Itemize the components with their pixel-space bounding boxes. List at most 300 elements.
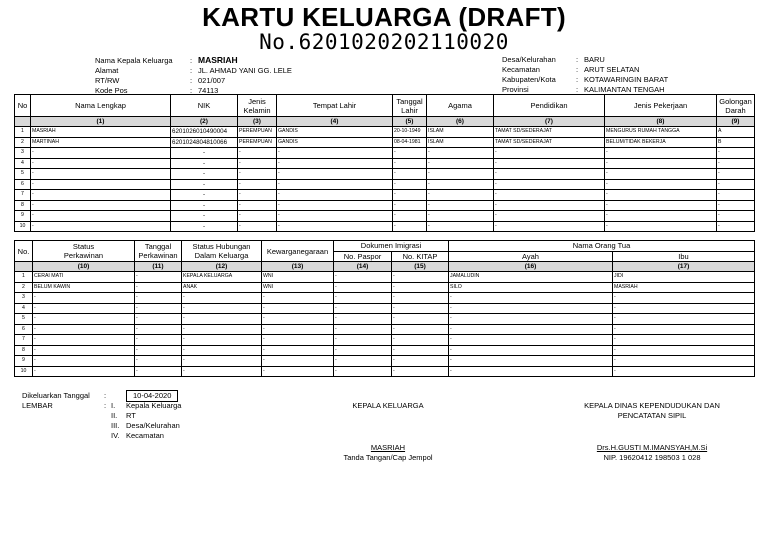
issued-date-block: Dikeluarkan Tanggal : 10-04-2020: [22, 390, 178, 402]
col-header-religion: Agama: [427, 95, 494, 117]
col-header-relationship: Status Hubungan Dalam Keluarga: [182, 241, 262, 262]
table-cell: -: [33, 303, 135, 314]
table-row: [15, 221, 755, 232]
table-cell: -: [449, 314, 613, 325]
info-label: Kabupaten/Kota: [502, 75, 556, 84]
table-cell: -: [613, 303, 755, 314]
table-cell: -: [171, 148, 238, 159]
table-row: [15, 137, 755, 148]
table-cell: -: [449, 366, 613, 377]
info-row-district: Kecamatan : ARUT SELATAN: [502, 65, 640, 74]
col-header-education: Pendidikan: [494, 95, 605, 117]
document-number: No.6201020202110020: [259, 30, 509, 54]
table-cell: -: [182, 324, 262, 335]
table-cell: -: [182, 314, 262, 325]
table-cell: -: [171, 169, 238, 180]
table-row: [15, 314, 755, 325]
col-header-birthdate: Tanggal Lahir: [393, 95, 427, 117]
table-cell: -: [238, 169, 277, 180]
table-cell: -: [334, 366, 392, 377]
family-status-table: [14, 240, 755, 377]
table-row: [15, 293, 755, 304]
table-cell: -: [393, 179, 427, 190]
table-cell: -: [613, 314, 755, 325]
row-number: 9: [15, 211, 31, 222]
table-cell: -: [182, 366, 262, 377]
table-cell: -: [613, 345, 755, 356]
table-cell: -: [605, 179, 717, 190]
info-row-province: Provinsi : KALIMANTAN TENGAH: [502, 85, 665, 94]
info-value: KOTAWARINGIN BARAT: [584, 75, 669, 84]
table-row: [15, 272, 755, 283]
table-cell: -: [277, 148, 393, 159]
row-number: 4: [15, 158, 31, 169]
column-number-row: [15, 117, 755, 127]
col-header-mother: Ibu: [613, 251, 755, 262]
column-number: (10): [33, 262, 135, 272]
signature-caption: Tanda Tangan/Cap Jempol: [343, 453, 433, 462]
table-cell: -: [605, 200, 717, 211]
table-cell: -: [449, 335, 613, 346]
info-label: Nama Kepala Keluarga: [95, 56, 173, 65]
table-cell: -: [135, 324, 182, 335]
table-row: [15, 190, 755, 201]
col-header-immigration-docs: Dokumen Imigrasi: [334, 241, 449, 252]
table-cell: WNI: [262, 282, 334, 293]
table-cell: -: [717, 158, 755, 169]
table-cell: -: [31, 221, 171, 232]
issued-date-value: 10-04-2020: [126, 390, 178, 402]
sheet-list: [22, 401, 181, 441]
row-number: 6: [15, 324, 33, 335]
table-cell: -: [605, 211, 717, 222]
table-cell: PEREMPUAN: [238, 137, 277, 148]
row-number: 10: [15, 366, 33, 377]
head-of-family-signature: [318, 401, 458, 463]
table-cell: -: [494, 221, 605, 232]
col-header-parents: Nama Orang Tua: [449, 241, 755, 252]
table-cell: -: [427, 211, 494, 222]
table-cell: -: [33, 335, 135, 346]
table-cell: JIDI: [613, 272, 755, 283]
table-cell: -: [277, 158, 393, 169]
table-cell: -: [392, 293, 449, 304]
col-header-marital-status: Status Perkawinan: [33, 241, 135, 262]
table-cell: -: [427, 179, 494, 190]
table-cell: GANDIS: [277, 137, 393, 148]
row-number: 2: [15, 137, 31, 148]
table-cell: 6201026010490004: [171, 127, 238, 138]
col-header-birthplace: Tempat Lahir: [277, 95, 393, 117]
table-header-row: [15, 95, 755, 117]
table-cell: JAMALUDIN: [449, 272, 613, 283]
table-cell: PEREMPUAN: [238, 127, 277, 138]
official-title-line2: PENCATATAN SIPIL: [617, 411, 687, 420]
row-number: 1: [15, 272, 33, 283]
row-number: 4: [15, 303, 33, 314]
row-number: 7: [15, 190, 31, 201]
info-row-rtrw: RT/RW : 021/007: [95, 76, 226, 85]
row-number: 5: [15, 314, 33, 325]
table-cell: BELUM KAWIN: [33, 282, 135, 293]
column-number: (15): [392, 262, 449, 272]
info-value: ARUT SELATAN: [584, 65, 640, 74]
col-header-no: No: [15, 95, 31, 117]
table-cell: -: [334, 335, 392, 346]
family-members-table: [14, 94, 755, 232]
row-number: 3: [15, 293, 33, 304]
table-cell: -: [392, 324, 449, 335]
table-cell: -: [262, 335, 334, 346]
col-header-passport: No. Paspor: [334, 251, 392, 262]
col-header-bloodtype: Golongan Darah: [717, 95, 755, 117]
table-cell: -: [392, 366, 449, 377]
table-cell: GANDIS: [277, 127, 393, 138]
table-cell: -: [449, 345, 613, 356]
table-cell: -: [31, 169, 171, 180]
table-cell: -: [33, 314, 135, 325]
table-cell: -: [605, 148, 717, 159]
table-cell: -: [393, 211, 427, 222]
col-header-nik: NIK: [171, 95, 238, 117]
table-cell: -: [33, 366, 135, 377]
table-cell: -: [449, 356, 613, 367]
table-cell: -: [262, 345, 334, 356]
table-cell: -: [613, 356, 755, 367]
table-cell: -: [277, 200, 393, 211]
table-row: [15, 335, 755, 346]
table-cell: -: [31, 200, 171, 211]
table-cell: -: [277, 221, 393, 232]
table-row: [15, 158, 755, 169]
table-cell: -: [262, 303, 334, 314]
table-cell: -: [31, 211, 171, 222]
column-number: (13): [262, 262, 334, 272]
column-number: (3): [238, 117, 277, 127]
table-cell: -: [182, 345, 262, 356]
table-cell: -: [392, 303, 449, 314]
table-cell: ISLAM: [427, 127, 494, 138]
table-cell: WNI: [262, 272, 334, 283]
table-cell: -: [277, 169, 393, 180]
table-cell: -: [31, 179, 171, 190]
official-name: Drs.H.GUSTI M.IMANSYAH,M.Si: [596, 443, 708, 452]
info-label: Provinsi: [502, 85, 529, 94]
table-cell: -: [171, 158, 238, 169]
official-signature: [570, 401, 734, 463]
table-cell: -: [392, 272, 449, 283]
table-cell: -: [427, 148, 494, 159]
table-cell: -: [717, 221, 755, 232]
official-title-line1: KEPALA DINAS KEPENDUDUKAN DAN: [584, 401, 720, 410]
table-cell: -: [33, 345, 135, 356]
column-number: (12): [182, 262, 262, 272]
table-cell: -: [613, 324, 755, 335]
row-number: 3: [15, 148, 31, 159]
table-cell: -: [393, 190, 427, 201]
info-row-head: Nama Kepala Keluarga : MASRIAH: [95, 55, 238, 65]
table-cell: -: [182, 303, 262, 314]
row-number: 9: [15, 356, 33, 367]
table-cell: -: [182, 335, 262, 346]
row-number: 1: [15, 127, 31, 138]
row-number: 5: [15, 169, 31, 180]
table-cell: -: [334, 345, 392, 356]
table-row: [15, 211, 755, 222]
official-nip: NIP. 19620412 198503 1 028: [603, 453, 701, 462]
table-cell: A: [717, 127, 755, 138]
table-cell: ANAK: [182, 282, 262, 293]
document-title: KARTU KELUARGA (DRAFT): [202, 2, 566, 32]
column-number: (5): [393, 117, 427, 127]
table-cell: -: [427, 190, 494, 201]
table-row: [15, 282, 755, 293]
column-number: (6): [427, 117, 494, 127]
table-cell: -: [135, 303, 182, 314]
row-number: 6: [15, 179, 31, 190]
column-number: (14): [334, 262, 392, 272]
column-number: [15, 262, 33, 272]
sheet-label: LEMBAR: [22, 401, 53, 410]
table-row: [15, 169, 755, 180]
table-cell: -: [427, 169, 494, 180]
table-cell: -: [171, 190, 238, 201]
row-number: 10: [15, 221, 31, 232]
col-header-citizenship: Kewarganegaraan: [262, 241, 334, 262]
table-cell: -: [613, 366, 755, 377]
table-cell: -: [449, 303, 613, 314]
col-header-father: Ayah: [449, 251, 613, 262]
table-cell: -: [605, 158, 717, 169]
table-cell: -: [171, 200, 238, 211]
info-row-village: Desa/Kelurahan : BARU: [502, 55, 605, 64]
table-cell: -: [334, 314, 392, 325]
table-cell: MENGURUS RUMAH TANGGA: [605, 127, 717, 138]
table-cell: -: [135, 366, 182, 377]
table-cell: -: [135, 335, 182, 346]
table-cell: -: [613, 335, 755, 346]
column-number-row: [15, 262, 755, 272]
table-cell: -: [135, 345, 182, 356]
signature-title: KEPALA KELUARGA: [352, 401, 424, 410]
table-cell: ISLAM: [427, 137, 494, 148]
table-cell: -: [392, 314, 449, 325]
table-row: [15, 148, 755, 159]
table-cell: SILO: [449, 282, 613, 293]
table-cell: CERAI MATI: [33, 272, 135, 283]
table-cell: -: [449, 293, 613, 304]
table-row: [15, 179, 755, 190]
table-cell: -: [494, 190, 605, 201]
table-cell: -: [135, 272, 182, 283]
table-cell: -: [494, 200, 605, 211]
table-cell: -: [33, 324, 135, 335]
info-label: RT/RW: [95, 76, 120, 85]
table-cell: -: [135, 282, 182, 293]
column-number: (9): [717, 117, 755, 127]
table-row: [15, 127, 755, 138]
table-cell: -: [494, 179, 605, 190]
table-cell: -: [135, 356, 182, 367]
col-header-marriage-date: Tanggal Perkawinan: [135, 241, 182, 262]
table-cell: -: [238, 179, 277, 190]
column-number: [15, 117, 31, 127]
table-cell: -: [717, 179, 755, 190]
table-cell: -: [277, 179, 393, 190]
row-number: 8: [15, 200, 31, 211]
col-header-occupation: Jenis Pekerjaan: [605, 95, 717, 117]
table-cell: -: [717, 211, 755, 222]
table-cell: -: [135, 314, 182, 325]
col-header-gender: Jenis Kelamin: [238, 95, 277, 117]
table-cell: -: [31, 190, 171, 201]
table-cell: -: [238, 200, 277, 211]
info-label: Desa/Kelurahan: [502, 55, 556, 64]
table-cell: -: [717, 148, 755, 159]
table-cell: -: [135, 293, 182, 304]
table-cell: TAMAT SD/SEDERAJAT: [494, 137, 605, 148]
table-cell: -: [31, 148, 171, 159]
info-value: BARU: [584, 55, 605, 64]
sheet-row: IV. Kecamatan: [111, 431, 164, 440]
table-row: [15, 324, 755, 335]
table-cell: KEPALA KELUARGA: [182, 272, 262, 283]
table-cell: -: [334, 356, 392, 367]
info-value: MASRIAH: [198, 55, 238, 65]
col-header-no: No.: [15, 241, 33, 262]
table-cell: -: [238, 158, 277, 169]
column-number: (2): [171, 117, 238, 127]
info-label: Kode Pos: [95, 86, 128, 95]
table-cell: -: [392, 335, 449, 346]
table-cell: MASRIAH: [613, 282, 755, 293]
table-cell: -: [494, 211, 605, 222]
info-row-regency: Kabupaten/Kota : KOTAWARINGIN BARAT: [502, 75, 669, 84]
sheet-row: LEMBAR : I. Kepala Keluarga: [22, 401, 182, 410]
column-number: (7): [494, 117, 605, 127]
column-number: (4): [277, 117, 393, 127]
row-number: 2: [15, 282, 33, 293]
table-cell: MASRIAH: [31, 127, 171, 138]
sheet-row: II. RT: [111, 411, 136, 420]
table-cell: -: [171, 179, 238, 190]
table-row: [15, 356, 755, 367]
table-cell: -: [392, 356, 449, 367]
column-number: (17): [613, 262, 755, 272]
table-cell: -: [427, 200, 494, 211]
table-cell: -: [238, 211, 277, 222]
table-cell: -: [262, 356, 334, 367]
table-row: [15, 345, 755, 356]
table-cell: -: [393, 200, 427, 211]
table-cell: -: [334, 272, 392, 283]
table-row: [15, 303, 755, 314]
table-cell: -: [393, 158, 427, 169]
table-cell: MARTINAH: [31, 137, 171, 148]
sheet-row: III. Desa/Kelurahan: [111, 421, 180, 430]
table-cell: -: [494, 148, 605, 159]
table-cell: -: [427, 158, 494, 169]
info-value: 74113: [198, 86, 219, 95]
table-cell: -: [613, 293, 755, 304]
table-cell: -: [277, 190, 393, 201]
table-cell: -: [277, 211, 393, 222]
table-cell: -: [392, 282, 449, 293]
table-cell: -: [262, 366, 334, 377]
table-cell: -: [605, 190, 717, 201]
table-cell: -: [605, 169, 717, 180]
table-cell: 20-10-1949: [393, 127, 427, 138]
table-cell: -: [427, 221, 494, 232]
table-header-row: [15, 241, 755, 252]
table-cell: -: [33, 293, 135, 304]
table-cell: -: [33, 356, 135, 367]
info-row-postcode: Kode Pos : 74113: [95, 86, 219, 95]
table-cell: -: [262, 314, 334, 325]
table-cell: -: [393, 221, 427, 232]
table-cell: TAMAT SD/SEDERAJAT: [494, 127, 605, 138]
info-label: Alamat: [95, 66, 119, 75]
table-cell: BELUM/TIDAK BEKERJA: [605, 137, 717, 148]
table-cell: -: [717, 200, 755, 211]
col-header-kitap: No. KITAP: [392, 251, 449, 262]
family-info-left: [95, 55, 292, 96]
table-cell: -: [494, 158, 605, 169]
table-cell: -: [449, 324, 613, 335]
table-cell: -: [717, 169, 755, 180]
table-cell: -: [31, 158, 171, 169]
info-value: KALIMANTAN TENGAH: [584, 85, 665, 94]
row-number: 7: [15, 335, 33, 346]
table-cell: -: [334, 282, 392, 293]
table-cell: -: [171, 211, 238, 222]
table-cell: -: [238, 221, 277, 232]
info-label: Kecamatan: [502, 65, 540, 74]
table-row: [15, 366, 755, 377]
info-value: JL. AHMAD YANI GG. LELE: [198, 66, 292, 75]
table-cell: -: [334, 303, 392, 314]
table-cell: -: [182, 293, 262, 304]
table-cell: B: [717, 137, 755, 148]
column-number: (8): [605, 117, 717, 127]
table-cell: -: [182, 356, 262, 367]
table-cell: -: [238, 190, 277, 201]
row-number: 8: [15, 345, 33, 356]
table-cell: -: [605, 221, 717, 232]
table-cell: -: [393, 148, 427, 159]
table-row: [15, 200, 755, 211]
column-number: (16): [449, 262, 613, 272]
table-cell: -: [171, 221, 238, 232]
table-cell: -: [262, 293, 334, 304]
info-row-address: Alamat : JL. AHMAD YANI GG. LELE: [95, 66, 292, 75]
table-cell: -: [717, 190, 755, 201]
family-info-right: [502, 55, 668, 95]
table-cell: -: [334, 324, 392, 335]
table-cell: 08-04-1981: [393, 137, 427, 148]
table-cell: -: [393, 169, 427, 180]
table-cell: -: [238, 148, 277, 159]
column-number: (11): [135, 262, 182, 272]
table-cell: -: [334, 293, 392, 304]
info-value: 021/007: [198, 76, 226, 85]
column-number: (1): [31, 117, 171, 127]
table-cell: -: [262, 324, 334, 335]
signature-name: MASRIAH: [370, 443, 406, 452]
table-cell: -: [494, 169, 605, 180]
issued-date-label: Dikeluarkan Tanggal: [22, 391, 90, 400]
col-header-name: Nama Lengkap: [31, 95, 171, 117]
